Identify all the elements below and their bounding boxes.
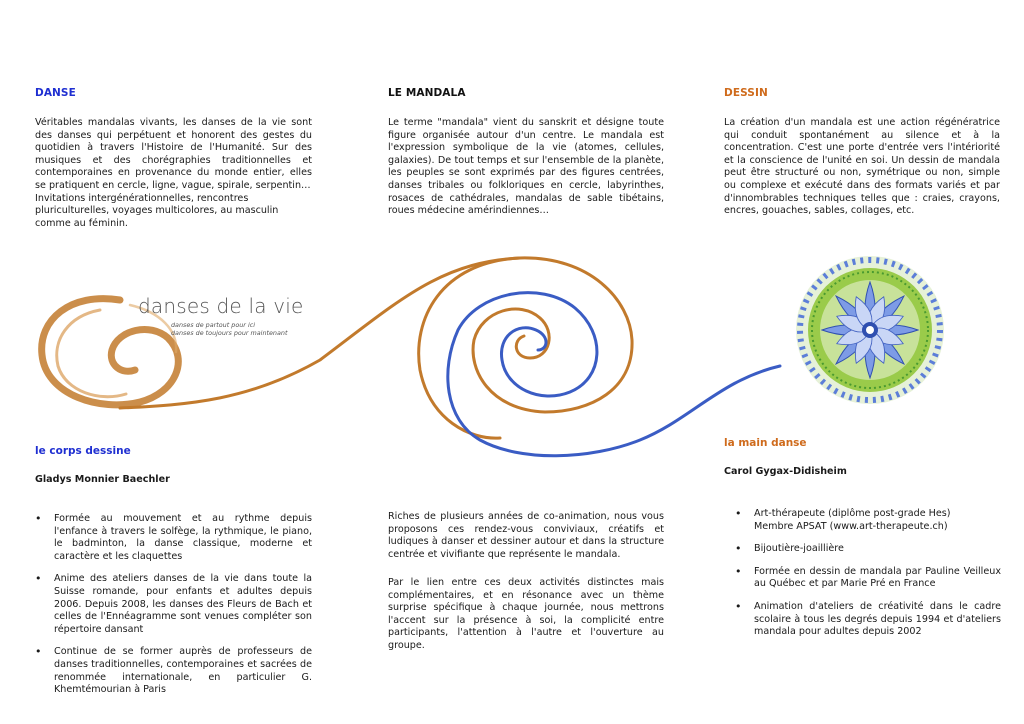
middle-paragraph-2: Par le lien entre ces deux activités distinctes mais complémentaires, et en résonance avec un thème surprise spécifique à chaque journée, nous mettrons l'accent sur la présence à soi, la complicité entre participants, l'attention à l'autre et l'ouverture au groupe. <box>388 577 664 651</box>
logo-tagline <box>171 321 287 337</box>
mandala-title: LE MANDALA <box>388 87 466 99</box>
dessin-paragraph: La création d'un mandala est une action régénératrice qui conduit spontanément au silence et à la concentration. C'est une porte d'entrée vers l'intériorité et la conscience de l'unité en soi. Un dessin de mandala peut être structuré ou non, symétrique ou non, simple ou complexe et exécuté dans des formats variés et par d'innombrables techniques telles que : craies, crayons, encres, gouaches, sables, collages, etc. <box>724 117 1000 217</box>
list-item: • Formée en dessin de mandala par Pauline Veilleux au Québec et par Marie Pré en France <box>733 566 1001 591</box>
right-section-title: la main danse <box>724 437 807 449</box>
danse-text-block <box>35 117 312 230</box>
list-item: • Animation d'ateliers de créativité dans le cadre scolaire à tous les degrés depuis 1994 et d'ateliers mandala pour adultes depuis 2002 <box>733 601 1001 639</box>
left-section-title: le corps dessine <box>35 445 131 457</box>
dessin-text-block <box>724 117 1000 218</box>
middle-paragraph-1: Riches de plusieurs années de co-animation, nous vous proposons ces rendez-vous conviviaux, créatifs et ludiques à danser et dessiner autour et dans la structure centrée et vivifiante que représente le mandala. <box>388 511 664 560</box>
danse-title: DANSE <box>35 87 76 99</box>
list-item: • Art-thérapeute (diplôme post-grade Hes) Membre APSAT (www.art-therapeute.ch) <box>733 508 1001 533</box>
right-bullet-list <box>733 508 1001 649</box>
dessin-title: DESSIN <box>724 87 768 99</box>
left-bullet-list <box>33 513 312 707</box>
list-item: • Anime des ateliers danses de la vie dans toute la Suisse romande, pour enfants et adultes depuis 2006. Depuis 2008, les danses des Fleurs de Bach et celles de l'Ennéagramme sont venues compléter son répertoire dansant <box>33 573 312 636</box>
mandala-icon <box>796 256 944 404</box>
logo-name: danses de la vie <box>138 294 304 318</box>
list-item: • Continue de se former auprès de professeurs de danses traditionnelles, contemporaines et sacrées de renommée internationale, en particulier G. Khemtémourian à Paris <box>33 646 312 696</box>
right-person-name: Carol Gygax-Didisheim <box>724 466 847 477</box>
blue-spiral-line <box>448 293 780 456</box>
orange-spiral-outer <box>419 258 520 438</box>
logo-tagline-2: danses de toujours pour maintenant <box>171 329 288 338</box>
list-item: • Bijoutière-joaillière <box>733 543 1001 556</box>
list-item: • Formée au mouvement et au rythme depuis l'enfance à travers le solfège, la rythmique, le piano, le badminton, la danse classique, moderne et caractère et les claquettes <box>33 513 312 563</box>
danse-paragraph-2: Invitations intergénérationnelles, rencontres pluriculturelles, voyages multicolores, au masculin comme au féminin. <box>35 192 279 229</box>
mandala-text-block <box>388 117 664 218</box>
left-person-name: Gladys Monnier Baechler <box>35 474 170 485</box>
mandala-paragraph: Le terme "mandala" vient du sanskrit et désigne toute figure organisée autour d'un centre. Le mandala est l'expression symbolique de la vie (atomes, cellules, galaxies). De tout temps et sur l'ensemble de la planète, les peuples se sont exprimés par des figures centrées, danses tribales ou folkloriques en cercle, labyrinthes, rosaces de cathédrales, mandalas de sable tibétains, roues médecine amérindiennes… <box>388 117 664 217</box>
logo-tagline-1: danses de partout pour ici <box>171 321 256 329</box>
danse-paragraph: Véritables mandalas vivants, les danses de la vie sont des danses qui perpétuent et honorent des gestes du quotidien à travers l'Histoire de l'Humanité. Sur des musiques et des chorégraphies traditionnelles et contemporaines en provenance du monde entier, elles se pratiquent en cercle, ligne, vague, spirale, serpentin… <box>35 117 312 191</box>
